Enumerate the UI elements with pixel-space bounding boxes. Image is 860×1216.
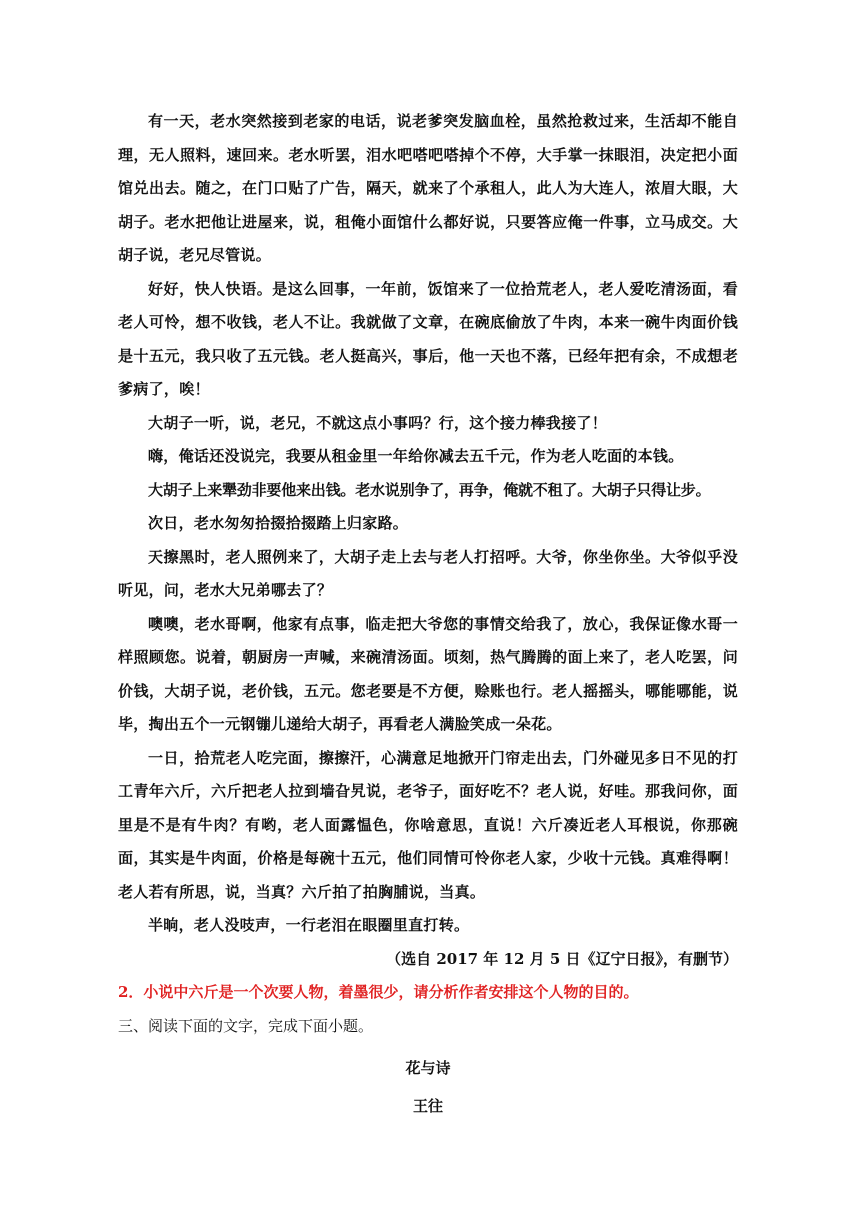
story-paragraph: 一日，拾荒老人吃完面，擦擦汗，心满意足地掀开门帘走出去，门外碰见多日不见的打工青年六斤，六斤把老人拉到墙旮旯说，老爷子，面好吃不？老人说，好哇。那我问你，面里是不是有牛肉？有哟，老人面露愠色，你啥意思，直说！六斤凑近老人耳根说，你那碗面，其实是牛肉面，价格是每碗十五元，他们同情可怜你老人家，少收十元钱。真难得啊！老人若有所思，说，当真？六斤拍了拍胸脯说，当真。 <box>118 748 738 901</box>
story-paragraph: 噢噢，老水哥啊，他家有点事，临走把大爷您的事情交给我了，放心，我保证像水哥一样照顾您。说着，朝厨房一声喊，来碗清汤面。顷刻，热气腾腾的面上来了，老人吃罢，问价钱，大胡子说，老价钱，五元。您老要是不方便，赊账也行。老人摇摇头，哪能哪能，说毕，掏出五个一元钢镚儿递给大胡子，再看老人满脸笑成一朵花。 <box>118 614 738 733</box>
document-page <box>118 105 738 1125</box>
article-title: 花与诗 <box>405 1059 451 1077</box>
article-author: 王往 <box>412 1097 443 1115</box>
story-paragraph: 有一天，老水突然接到老家的电话，说老爹突发脑血栓，虽然抢救过来，生活却不能自理，无人照料，速回来。老水听罢，泪水吧嗒吧嗒掉个不停，大手掌一抹眼泪，决定把小面馆兑出去。随之，在门口贴了广告，隔天，就来了个承租人，此人为大连人，浓眉大眼，大胡子。老水把他让进屋来，说，租俺小面馆什么都好说，只要答应俺一件事，立马成交。大胡子说，老兄尽管说。 <box>118 112 738 264</box>
story-paragraph: 天擦黑时，老人照例来了，大胡子走上去与老人打招呼。大爷，你坐你坐。大爷似乎没听见，问，老水大兄弟哪去了？ <box>118 547 738 599</box>
story-source: （选自 2017 年 12 月 5 日《辽宁日报》，有删节） <box>386 949 738 968</box>
story-paragraph: 嗨，俺话还没说完，我要从租金里一年给你减去五千元，作为老人吃面的本钱。 <box>148 447 684 465</box>
story-paragraph: 半晌，老人没吱声，一行老泪在眼圈里直打转。 <box>148 916 470 934</box>
story-paragraph: 大胡子上来犟劲非要他来出钱。老水说别争了，再争，俺就不租了。大胡子只得让步。 <box>148 480 711 499</box>
section-heading: 三、阅读下面的文字，完成下面小题。 <box>118 1016 374 1035</box>
question-2: 2．小说中六斤是一个次要人物，着墨很少，请分析作者安排这个人物的目的。 <box>118 983 639 1001</box>
story-paragraph: 大胡子一听，说，老兄，不就这点小事吗？行，这个接力棒我接了！ <box>148 413 608 432</box>
story-paragraph: 次日，老水匆匆拾掇拾掇踏上归家路。 <box>148 514 409 532</box>
story-paragraph: 好好，快人快语。是这么回事，一年前，饭馆来了一位拾荒老人，老人爱吃清汤面，看老人可怜，想不收钱，老人不让。我就做了文章，在碗底偷放了牛肉，本来一碗牛肉面价钱是十五元，我只收了五元钱。老人挺高兴，事后，他一天也不落，已经年把有余，不成想老爹病了，唉！ <box>118 279 738 398</box>
